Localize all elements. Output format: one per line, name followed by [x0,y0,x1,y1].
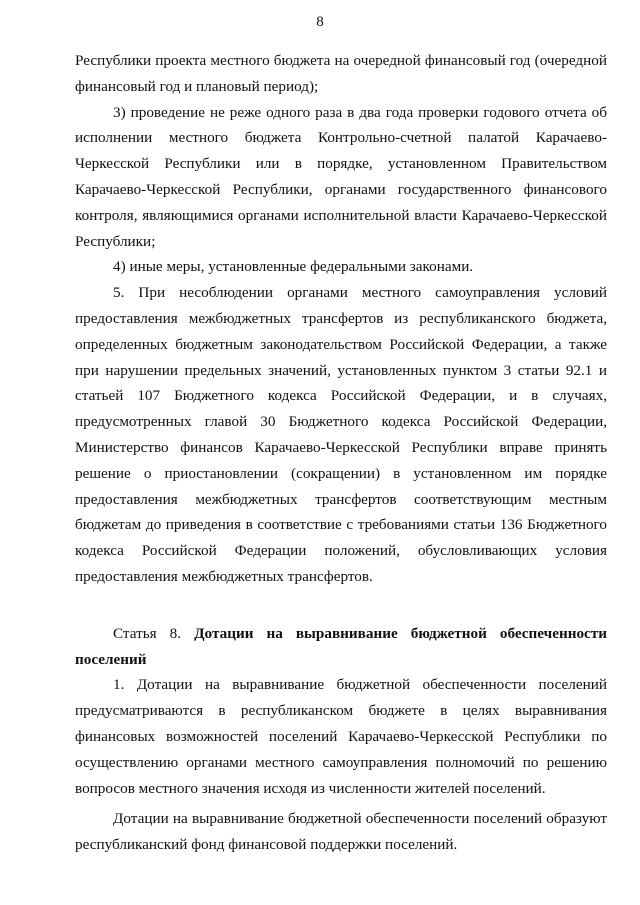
paragraph-continuation: Республики проекта местного бюджета на очередной финансовый год (очередной финансовый год и плановый период); [75,52,607,95]
section-spacer [75,590,607,621]
article-paragraph-1: 1. Дотации на выравнивание бюджетной обеспеченности поселений предусматриваются в республиканском бюджете в целях выравнивания финансовых возможностей поселений Карачаево-Черкесской Республики по осуществлению органами местного самоуправления полномочий по решению вопросов местного значения исходя из численности жителей поселений. [75,676,607,797]
article-heading [75,621,607,673]
paragraph-item-3: 3) проведение не реже одного раза в два года проверки годового отчета об исполнении местного бюджета Контрольно-счетной палатой Карачаево-Черкесской Республики или в порядке, установленном Правительством Карачаево-Черкесской Республики, органами государственного финансового контроля, являющимися органами исполнительной власти Карачаево-Черкесской Республики; [75,103,607,250]
paragraph-item-4: 4) иные меры, установленные федеральными законами. [113,258,474,276]
article-number: Статья 8. [113,624,182,642]
page-number: 8 [316,14,324,30]
document-body [75,48,607,858]
article-paragraph-2: Дотации на выравнивание бюджетной обеспеченности поселений образуют республиканский фонд финансовой поддержки поселений. [75,810,607,854]
paragraph-point-5: 5. При несоблюдении органами местного самоуправления условий предоставления межбюджетных трансфертов из республиканского бюджета, определенных бюджетным законодательством Российской Федерации, а также при нарушении предельных значений, установленных пунктом 3 статьи 92.1 и статьей 107 Бюджетного кодекса Российской Федерации, и в случаях, предусмотренных главой 30 Бюджетного кодекса Российской Федерации, Министерство финансов Карачаево-Черкесской Республики вправе принять решение о приостановлении (сокращении) в установленном им порядке предоставления межбюджетных трансфертов соответствующим местным бюджетам до приведения в соответствие с требованиями статьи 136 Бюджетного кодекса Российской Федерации положений, обусловливающих условия предоставления межбюджетных трансфертов. [75,284,607,585]
article-title: Дотации на выравнивание бюджетной обеспеченности поселений [75,624,607,668]
